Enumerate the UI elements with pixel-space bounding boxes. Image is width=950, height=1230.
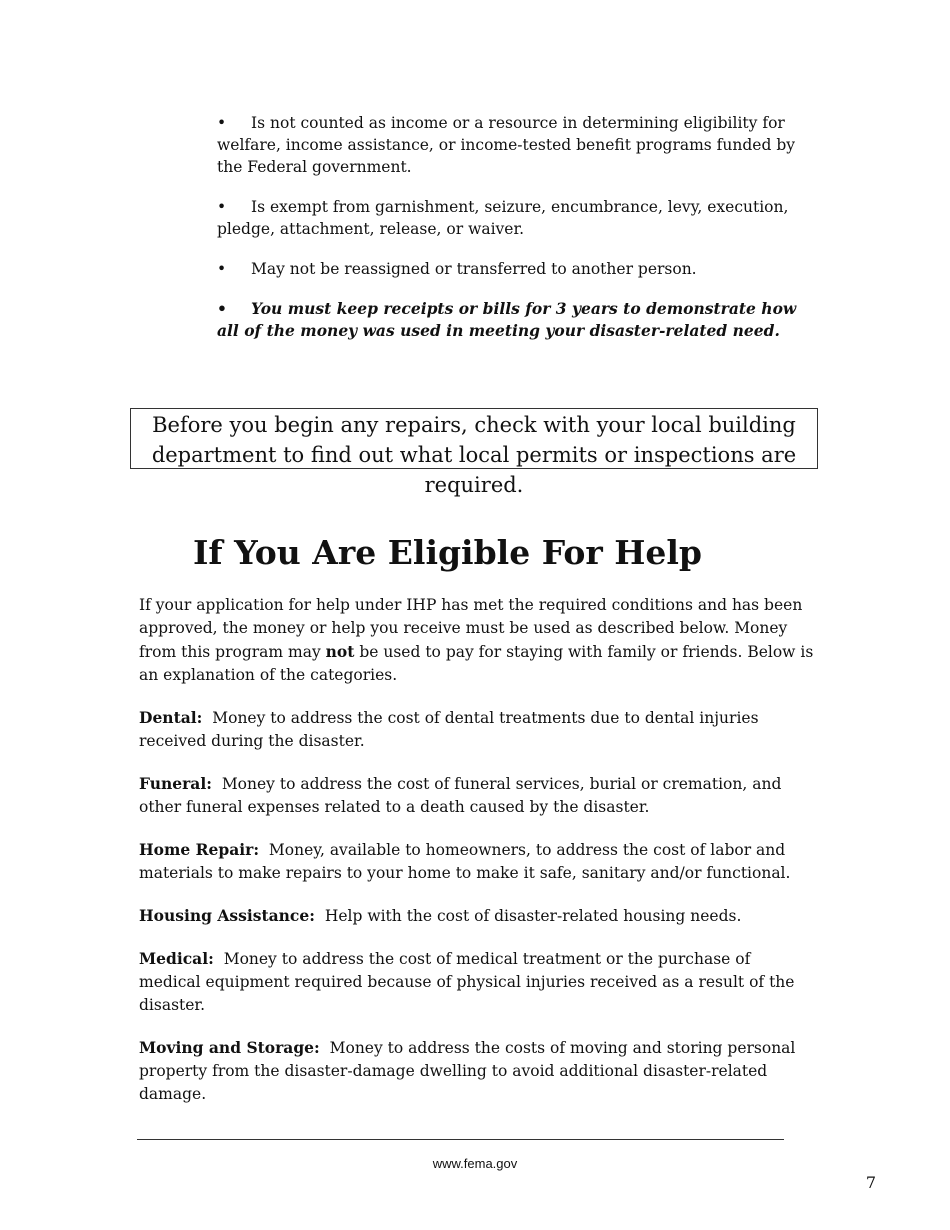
category-description: Money to address the costs of moving and storing personal property from the disaster-damage dwelling to avoid additional disaster-related damage. <box>139 1039 796 1103</box>
category-description: Money to address the cost of dental treatments due to dental injuries received during the disaster. <box>139 709 759 750</box>
bullet-item <box>217 112 807 178</box>
bullet-item-receipts-warning <box>217 298 807 342</box>
category-description: Money to address the cost of funeral services, burial or cremation, and other funeral expenses related to a death caused by the disaster. <box>139 775 782 816</box>
footer-url: www.fema.gov <box>432 1156 518 1171</box>
category-term: Home Repair: <box>139 840 260 859</box>
bullet-text: You must keep receipts or bills for 3 years to demonstrate how all of the money was used in meeting your disaster-related need. <box>217 299 797 340</box>
category-term: Funeral: <box>139 774 212 793</box>
bullet-text: Is not counted as income or a resource in determining eligibility for welfare, income assistance, or income-tested benefit programs funded by the Federal government. <box>217 114 796 176</box>
category-description: Help with the cost of disaster-related housing needs. <box>324 907 742 925</box>
category-term: Medical: <box>139 949 214 968</box>
bullet-list <box>217 112 807 360</box>
permits-notice-box <box>130 408 818 497</box>
bullet-dot-icon: • <box>217 198 227 216</box>
bullet-dot-icon: • <box>217 114 227 132</box>
category-medical <box>139 947 815 1017</box>
intro-text-2: be used to pay for staying with family or friends. Below is an explanation of the categories. <box>139 643 814 684</box>
bullet-item <box>217 196 807 240</box>
intro-paragraph <box>139 594 815 687</box>
eligibility-content <box>139 594 815 1125</box>
intro-emphasis: not <box>325 642 355 661</box>
page-number: 7 <box>865 1173 876 1192</box>
bullet-dot-icon: • <box>217 260 227 278</box>
intro-text-1: If your application for help under IHP has met the required conditions and has been approved, the money or help you receive must be used as described below. Money from this program may <box>139 596 803 661</box>
category-dental <box>139 706 815 753</box>
category-description: Money, available to homeowners, to address the cost of labor and materials to make repairs to your home to make it safe, sanitary and/or functional. <box>139 841 791 882</box>
section-heading: If You Are Eligible For Help <box>192 533 702 572</box>
category-term: Housing Assistance: <box>139 906 315 925</box>
category-home-repair <box>139 838 815 885</box>
category-housing-assistance <box>139 904 815 928</box>
bullet-text: May not be reassigned or transferred to another person. <box>251 260 697 278</box>
bullet-dot-icon: • <box>217 299 227 318</box>
bullet-item <box>217 258 807 280</box>
category-moving-storage <box>139 1036 815 1106</box>
footer-divider <box>137 1139 784 1140</box>
category-term: Dental: <box>139 708 203 727</box>
category-funeral <box>139 772 815 819</box>
category-description: Money to address the cost of medical treatment or the purchase of medical equipment required because of physical injuries received as a result of the disaster. <box>139 950 795 1014</box>
bullet-text: Is exempt from garnishment, seizure, encumbrance, levy, execution, pledge, attachment, release, or waiver. <box>217 198 789 238</box>
category-term: Moving and Storage: <box>139 1038 320 1057</box>
notice-text: Before you begin any repairs, check with your local building department to find out what local permits or inspections are required. <box>151 413 797 497</box>
